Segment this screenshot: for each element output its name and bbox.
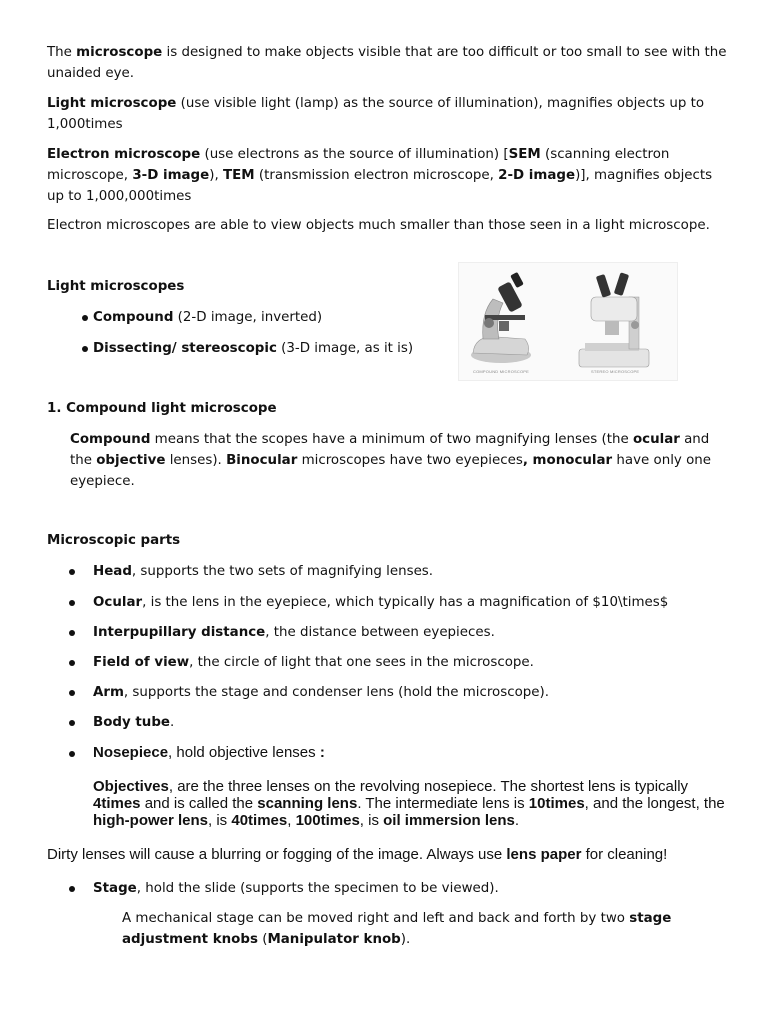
part-ocular: Ocular, is the lens in the eyepiece, which typically has a magnification of $10\times$ [93,595,669,610]
bullet-icon [69,630,75,636]
bullet-icon [69,600,75,606]
bullet-icon [69,720,75,726]
dirty-lenses-paragraph: Dirty lenses will cause a blurring or fogging of the image. Always use lens paper for cleaning! [47,846,668,863]
mechanical-stage-paragraph: A mechanical stage can be moved right and left and back and forth by two stage adjustment knobs (Manipulator knob). [122,911,672,947]
bullet-icon [69,751,75,757]
bullet-icon [69,660,75,666]
part-field-of-view: Field of view, the circle of light that one sees in the microscope. [93,655,534,670]
light-microscopes-heading: Light microscopes [47,279,185,294]
compound-paragraph: Compound means that the scopes have a minimum of two magnifying lenses (the ocular and the objective lenses). Binocular microscopes have two eyepieces, monocular have only one eyepiece. [70,432,712,489]
bullet-icon [69,690,75,696]
parts-heading: Microscopic parts [47,533,181,548]
part-interpupillary-distance: Interpupillary distance, the distance between eyepieces. [93,625,495,640]
bullet-icon [82,315,88,321]
part-head: Head, supports the two sets of magnifying lenses. [93,564,434,579]
part-body-tube: Body tube. [93,715,175,730]
bullet-icon [69,886,75,892]
stereo-photo-caption: STEREO MICROSCOPE [591,369,640,374]
intro-electron-microscope-paragraph: Electron microscope (use electrons as the source of illumination) [SEM (scanning electron microscope, 3-D image), TEM (transmission electron microscope, 2-D image)], magnifies objects up to 1,000,000times [47,147,713,204]
compound-microscope-illustration [459,263,677,380]
list-item-compound: Compound (2-D image, inverted) [93,310,323,325]
part-arm: Arm, supports the stage and condenser lens (hold the microscope). [93,685,550,700]
intro-light-microscope-paragraph: Light microscope (use visible light (lamp) as the source of illumination), magnifies objects up to 1,000times [47,96,705,132]
intro-microscope-paragraph: The microscope is designed to make objects visible that are too difficult or too small to see with the unaided eye. [47,45,727,81]
bullet-icon [69,569,75,575]
part-stage: Stage, hold the slide (supports the specimen to be viewed). [93,881,499,896]
microscopes-photo [458,262,678,381]
list-item-dissecting: Dissecting/ stereoscopic (3-D image, as it is) [93,341,414,356]
bullet-icon [82,346,88,352]
intro-comparison-paragraph: Electron microscopes are able to view objects much smaller than those seen in a light microscope. [47,218,710,233]
part-nosepiece: Nosepiece, hold objective lenses : [93,744,325,761]
compound-section-heading: 1. Compound light microscope [47,401,277,416]
compound-photo-caption: COMPOUND MICROSCOPE [473,369,530,374]
objectives-paragraph: Objectives, are the three lenses on the revolving nosepiece. The shortest lens is typically 4times and is called the scanning lens. The intermediate lens is 10times, and the longest, the high-power lens, is 40times, 100times, is oil immersion lens. [93,778,725,829]
